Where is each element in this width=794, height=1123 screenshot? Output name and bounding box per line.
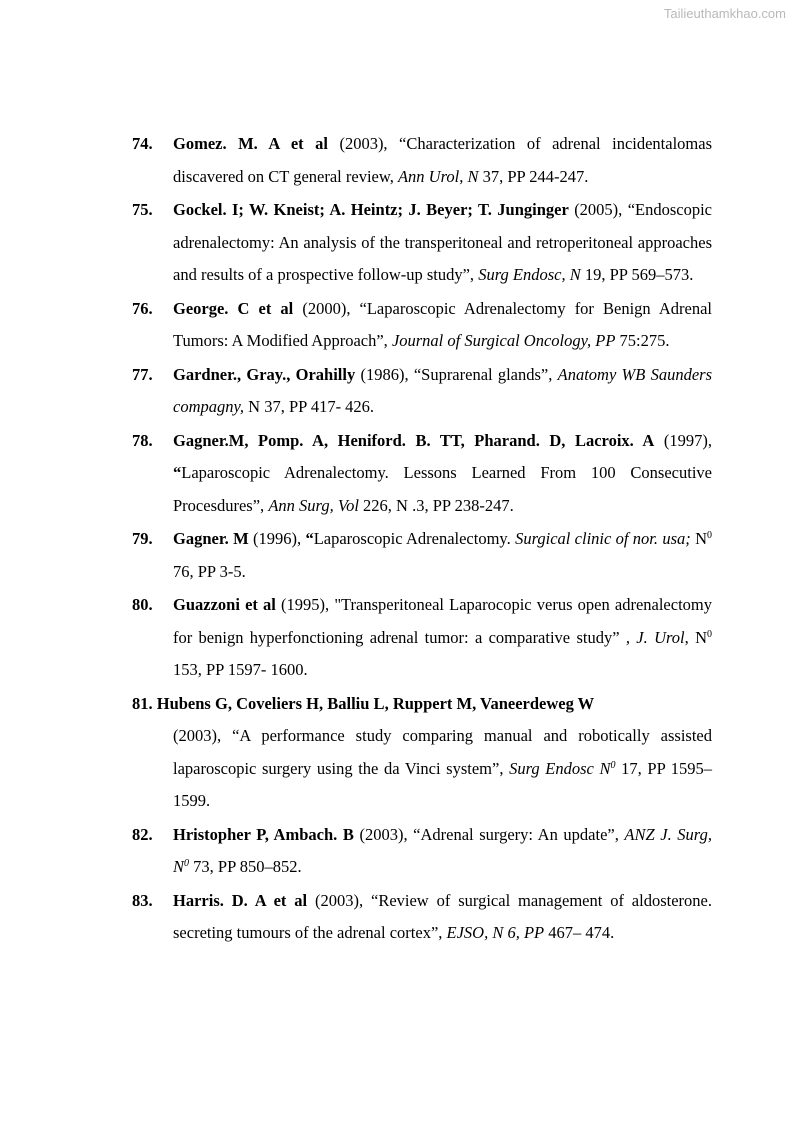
- watermark: Tailieuthamkhao.com: [663, 6, 786, 21]
- reference-text: (2003), “A performance study comparing manual and robotically assisted laparoscopic surgery using the da Vinci system”,: [173, 726, 712, 778]
- reference-superscript: 0: [707, 530, 713, 541]
- reference-tail: 73, PP 850–852.: [189, 857, 302, 876]
- reference-text: (2003), “Characterization of adrenal incidentalomas discavered on CT general review,: [173, 134, 713, 186]
- reference-journal: Anatomy WB Saunders compagny,: [173, 364, 712, 416]
- reference-authors: Hristopher P, Ambach. B: [173, 824, 354, 844]
- reference-journal: Surgical clinic of nor. usa;: [515, 529, 691, 548]
- reference-tail: , N: [684, 627, 708, 647]
- reference-tail: 76, PP 3-5.: [173, 561, 246, 581]
- reference-number: 76.: [132, 298, 153, 318]
- reference-item: [132, 589, 712, 687]
- reference-item: [132, 293, 712, 358]
- reference-journal: EJSO, N 6, PP: [446, 923, 545, 942]
- reference-journal: J. Urol: [636, 627, 685, 647]
- reference-number: 81.: [132, 693, 153, 713]
- reference-item: [132, 885, 712, 950]
- reference-journal: ANZ J. Surg, N: [173, 824, 712, 876]
- reference-list: [132, 128, 712, 951]
- reference-text: (1986), “Suprarenal glands”,: [355, 364, 558, 384]
- reference-text: (1995), "Transperitoneal Laparocopic verus open adrenalectomy for benign hyperfonctioning adrenal tumor: a comparative study” ,: [173, 595, 713, 647]
- reference-tail: 226, N .3, PP 238-247.: [358, 495, 514, 515]
- reference-authors: Gagner. M: [173, 529, 249, 548]
- reference-tail: N 37, PP 417- 426.: [244, 397, 375, 416]
- reference-item: [132, 819, 712, 884]
- reference-authors: Gockel. I; W. Kneist; A. Heintz; J. Beyer; T. Junginger: [173, 200, 569, 219]
- reference-quote-mark: “: [305, 529, 314, 548]
- reference-authors: Hubens G, Coveliers H, Balliu L, Ruppert M, Vaneerdeweg W: [156, 693, 595, 713]
- reference-item: [132, 128, 712, 193]
- reference-text: (2003), “Adrenal surgery: An update”,: [353, 824, 625, 844]
- reference-number: 75.: [132, 200, 153, 219]
- reference-item: [132, 425, 712, 523]
- reference-tail: 17, PP 1595–1599.: [173, 758, 713, 810]
- reference-text: (2003), “Review of surgical management of aldosterone. secreting tumours of the adrenal cortex”,: [173, 890, 712, 942]
- reference-text: (2005), “Endoscopic adrenalectomy: An analysis of the transperitoneal and retroperitoneal approaches and results of a prospective follow-up study”,: [173, 200, 713, 284]
- reference-number: 78.: [132, 430, 153, 450]
- reference-item: [132, 523, 712, 588]
- reference-number: 74.: [132, 134, 153, 153]
- reference-tail: 467– 474.: [544, 923, 615, 942]
- reference-tail: N: [690, 529, 708, 548]
- reference-quote-mark: “: [173, 463, 182, 482]
- reference-text: (1997),: [654, 430, 712, 450]
- reference-journal: Journal of Surgical Oncology, PP: [391, 331, 616, 350]
- reference-authors: Gardner., Gray., Orahilly: [173, 364, 356, 384]
- reference-superscript: 0: [707, 628, 713, 640]
- reference-number: 80.: [132, 595, 153, 614]
- reference-journal: Ann Urol, N: [397, 166, 479, 186]
- reference-number: 83.: [132, 890, 153, 910]
- reference-number: 79.: [132, 529, 153, 548]
- reference-tail: 19, PP 569–573.: [580, 265, 694, 284]
- reference-authors: Gomez. M. A et al: [173, 134, 328, 153]
- reference-text: (2000), “Laparoscopic Adrenalectomy for Benign Adrenal Tumors: A Modified Approach”,: [173, 298, 712, 350]
- reference-tail: 153, PP 1597- 1600.: [173, 660, 308, 679]
- reference-authors: Harris. D. A et al: [173, 890, 308, 910]
- reference-tail: 75:275.: [615, 331, 670, 350]
- reference-journal: Surg Endosc, N: [478, 265, 581, 284]
- reference-continuation: [132, 720, 712, 818]
- reference-text: Laparoscopic Adrenalectomy. Lessons Learned From 100 Consecutive Procesdures”,: [173, 463, 712, 515]
- reference-text: (1996),: [248, 529, 306, 548]
- reference-authors: Guazzoni et al: [173, 595, 276, 614]
- reference-journal: Ann Surg, Vol: [268, 495, 359, 515]
- reference-superscript: 0: [610, 759, 616, 771]
- reference-tail: 37, PP 244-247.: [478, 166, 589, 186]
- reference-number: 77.: [132, 364, 153, 384]
- reference-text: Laparoscopic Adrenalectomy.: [313, 529, 516, 548]
- reference-item: [132, 688, 712, 818]
- reference-number: 82.: [132, 824, 153, 844]
- reference-authors: Gagner.M, Pomp. A, Heniford. B. TT, Pharand. D, Lacroix. A: [173, 430, 655, 450]
- reference-item: [132, 359, 712, 424]
- reference-superscript: 0: [184, 858, 190, 869]
- reference-journal: Surg Endosc N: [509, 758, 611, 778]
- reference-authors: George. C et al: [173, 298, 294, 318]
- reference-item: [132, 194, 712, 292]
